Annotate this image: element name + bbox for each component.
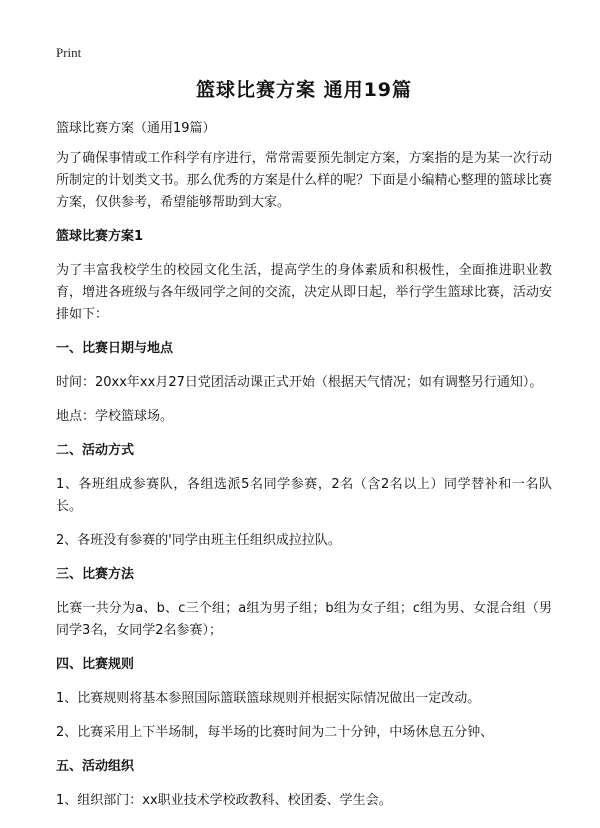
paragraph-time: 时间：20xx年xx月27日党团活动课正式开始（根据天气情况；如有调整另行通知）。 (56, 375, 543, 390)
paragraph-method-2: 2、各班没有参赛的'同学由班主任组织成拉拉队。 (56, 533, 341, 548)
section-1-heading: 篮球比赛方案1 (56, 229, 144, 244)
heading-organization: 五、活动组织 (56, 759, 135, 774)
paragraph-rules-1: 1、比赛规则将基本参照国际篮联篮球规则并根据实际情况做出一定改动。 (56, 691, 481, 706)
heading-rules: 四、比赛规则 (56, 657, 135, 672)
document-subtitle: 篮球比赛方案（通用19篇） (56, 121, 216, 136)
heading-activity-method: 二、活动方式 (56, 443, 135, 458)
paragraph-format: 比赛一共分为a、b、c三个组；a组为男子组；b组为女子组；c组为男、女混合组（男同学3名，女同学2名参赛）； (56, 601, 552, 638)
document-title: 篮球比赛方案 通用19篇 (195, 79, 413, 101)
heading-date-and-place: 一、比赛日期与地点 (56, 341, 174, 356)
intro-paragraph: 为了确保事情或工作科学有序进行，常常需要预先制定方案，方案指的是为某一次行动所制定的计划类文书。那么优秀的方案是什么样的呢？下面是小编精心整理的篮球比赛方案，仅供参考，希望能够帮助到大家。 (56, 151, 552, 210)
paragraph-method-1: 1、各班组成参赛队，各组选派5名同学参赛，2名（含2名以上）同学替补和一名队长。 (56, 477, 552, 514)
print-label[interactable]: Print (56, 45, 82, 60)
paragraph-organization-1: 1、组织部门：xx职业技术学校政教科、校团委、学生会。 (56, 793, 392, 808)
paragraph-place: 地点：学校篮球场。 (56, 409, 174, 424)
paragraph-rules-2: 2、比赛采用上下半场制，每半场的比赛时间为二十分钟，中场休息五分钟、 (56, 725, 494, 740)
section-1-intro-paragraph: 为了丰富我校学生的校园文化生活，提高学生的身体素质和积极性，全面推进职业教育，增进各班级与各年级同学之间的交流，决定从即日起，举行学生篮球比赛，活动安排如下： (56, 263, 552, 322)
heading-competition-format: 三、比赛方法 (56, 567, 135, 582)
